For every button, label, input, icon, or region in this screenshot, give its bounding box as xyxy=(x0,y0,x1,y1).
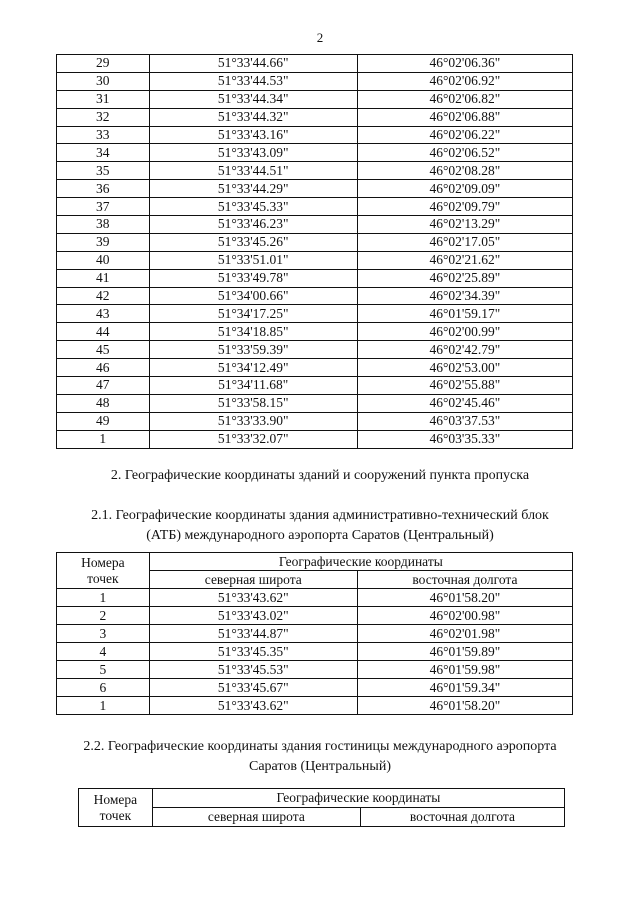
points-header-line2: точек xyxy=(87,570,119,586)
point-number-cell: 1 xyxy=(57,697,150,715)
table-row xyxy=(57,90,573,108)
point-number-cell: 39 xyxy=(57,233,150,251)
longitude-cell: 46°02'09.09" xyxy=(357,180,572,198)
latitude-cell: 51°33'45.33" xyxy=(149,198,357,216)
latitude-cell: 51°33'44.87" xyxy=(149,625,357,643)
longitude-cell: 46°02'45.46" xyxy=(357,394,572,412)
point-number-cell: 4 xyxy=(57,643,150,661)
longitude-cell: 46°01'59.34" xyxy=(357,679,572,697)
latitude-cell: 51°34'18.85" xyxy=(149,323,357,341)
table-row xyxy=(57,144,573,162)
point-number-cell: 31 xyxy=(57,90,150,108)
latitude-cell: 51°33'45.35" xyxy=(149,643,357,661)
point-number-cell: 6 xyxy=(57,679,150,697)
point-number-cell: 1 xyxy=(57,430,150,448)
longitude-cell: 46°02'01.98" xyxy=(357,625,572,643)
point-number-cell: 36 xyxy=(57,180,150,198)
latitude-column-header: северная широта xyxy=(149,571,357,589)
latitude-cell: 51°34'12.49" xyxy=(149,359,357,377)
point-number-cell: 40 xyxy=(57,251,150,269)
longitude-cell: 46°02'06.22" xyxy=(357,126,572,144)
section-2-1-heading-line1: 2.1. Географические координаты здания административно-технический блок xyxy=(91,508,549,523)
point-number-cell: 45 xyxy=(57,341,150,359)
point-number-cell: 43 xyxy=(57,305,150,323)
latitude-cell: 51°33'33.90" xyxy=(149,412,357,430)
table-row xyxy=(57,589,573,607)
longitude-cell: 46°02'21.62" xyxy=(357,251,572,269)
longitude-cell: 46°03'35.33" xyxy=(357,430,572,448)
longitude-cell: 46°01'58.20" xyxy=(357,589,572,607)
longitude-cell: 46°02'08.28" xyxy=(357,162,572,180)
table-row xyxy=(57,394,573,412)
point-number-cell: 48 xyxy=(57,394,150,412)
latitude-cell: 51°33'49.78" xyxy=(149,269,357,287)
table-row xyxy=(57,180,573,198)
point-number-cell: 29 xyxy=(57,55,150,73)
point-number-cell: 46 xyxy=(57,359,150,377)
table-row xyxy=(57,697,573,715)
section-2-1-heading-line2: (АТБ) международного аэропорта Саратов (Центральный) xyxy=(146,528,494,543)
table-row xyxy=(57,55,573,73)
longitude-cell: 46°02'06.82" xyxy=(357,90,572,108)
longitude-cell: 46°03'37.53" xyxy=(357,412,572,430)
point-number-cell: 38 xyxy=(57,216,150,234)
coordinates-table-continued xyxy=(56,54,573,449)
longitude-cell: 46°02'00.98" xyxy=(357,607,572,625)
longitude-cell: 46°02'06.88" xyxy=(357,108,572,126)
point-number-cell: 37 xyxy=(57,198,150,216)
section-2-2-heading-line2: Саратов (Центральный) xyxy=(249,759,391,774)
table-header-row xyxy=(79,789,565,808)
latitude-cell: 51°34'17.25" xyxy=(149,305,357,323)
longitude-cell: 46°02'55.88" xyxy=(357,377,572,395)
table-row xyxy=(57,323,573,341)
latitude-cell: 51°33'44.51" xyxy=(149,162,357,180)
table-row xyxy=(57,233,573,251)
longitude-cell: 46°02'00.99" xyxy=(357,323,572,341)
longitude-cell: 46°02'13.29" xyxy=(357,216,572,234)
table-row xyxy=(57,661,573,679)
section-2-heading: 2. Географические координаты зданий и сооружений пункта пропуска xyxy=(110,468,530,483)
table-row xyxy=(57,216,573,234)
point-number-cell: 33 xyxy=(57,126,150,144)
latitude-cell: 51°33'44.34" xyxy=(149,90,357,108)
table-header-row xyxy=(57,553,573,571)
latitude-column-header: северная широта xyxy=(152,808,360,827)
table-row xyxy=(57,269,573,287)
longitude-cell: 46°02'17.05" xyxy=(357,233,572,251)
longitude-column-header: восточная долгота xyxy=(357,571,572,589)
latitude-cell: 51°33'59.39" xyxy=(149,341,357,359)
table-row xyxy=(57,72,573,90)
point-number-cell: 49 xyxy=(57,412,150,430)
points-column-header xyxy=(57,553,150,589)
table-row xyxy=(57,625,573,643)
table-row xyxy=(57,162,573,180)
longitude-cell: 46°02'09.79" xyxy=(357,198,572,216)
table-subheader-row xyxy=(79,808,565,827)
latitude-cell: 51°33'45.67" xyxy=(149,679,357,697)
longitude-cell: 46°02'06.36" xyxy=(357,55,572,73)
table-row xyxy=(57,359,573,377)
longitude-cell: 46°02'42.79" xyxy=(357,341,572,359)
section-2-2-heading xyxy=(0,737,640,777)
table-row xyxy=(57,341,573,359)
latitude-cell: 51°33'44.29" xyxy=(149,180,357,198)
table-row xyxy=(57,377,573,395)
longitude-cell: 46°01'58.20" xyxy=(357,697,572,715)
longitude-cell: 46°01'59.89" xyxy=(357,643,572,661)
section-2-1-heading xyxy=(0,506,640,546)
point-number-cell: 47 xyxy=(57,377,150,395)
latitude-cell: 51°33'43.02" xyxy=(149,607,357,625)
table-row xyxy=(57,251,573,269)
points-header-line2: точек xyxy=(99,807,132,823)
latitude-cell: 51°33'43.62" xyxy=(149,697,357,715)
coords-column-header: Географические координаты xyxy=(149,553,572,571)
points-header-line1: Номера xyxy=(81,554,125,570)
latitude-cell: 51°33'44.53" xyxy=(149,72,357,90)
table-row xyxy=(57,287,573,305)
point-number-cell: 41 xyxy=(57,269,150,287)
latitude-cell: 51°33'45.26" xyxy=(149,233,357,251)
point-number-cell: 30 xyxy=(57,72,150,90)
latitude-cell: 51°34'11.68" xyxy=(149,377,357,395)
table-row xyxy=(57,108,573,126)
page-number: 2 xyxy=(316,30,324,45)
latitude-cell: 51°33'45.53" xyxy=(149,661,357,679)
latitude-cell: 51°33'51.01" xyxy=(149,251,357,269)
longitude-cell: 46°02'34.39" xyxy=(357,287,572,305)
point-number-cell: 35 xyxy=(57,162,150,180)
table-row xyxy=(57,412,573,430)
point-number-cell: 34 xyxy=(57,144,150,162)
table-row xyxy=(57,679,573,697)
longitude-cell: 46°02'06.92" xyxy=(357,72,572,90)
longitude-cell: 46°02'25.89" xyxy=(357,269,572,287)
longitude-cell: 46°01'59.98" xyxy=(357,661,572,679)
point-number-cell: 2 xyxy=(57,607,150,625)
latitude-cell: 51°33'46.23" xyxy=(149,216,357,234)
latitude-cell: 51°34'00.66" xyxy=(149,287,357,305)
longitude-column-header: восточная долгота xyxy=(360,808,564,827)
table-row xyxy=(57,126,573,144)
latitude-cell: 51°33'58.15" xyxy=(149,394,357,412)
point-number-cell: 1 xyxy=(57,589,150,607)
atb-coordinates-table xyxy=(56,552,573,715)
point-number-cell: 32 xyxy=(57,108,150,126)
coords-column-header: Географические координаты xyxy=(152,789,564,808)
latitude-cell: 51°33'44.66" xyxy=(149,55,357,73)
point-number-cell: 42 xyxy=(57,287,150,305)
table-row xyxy=(57,430,573,448)
point-number-cell: 3 xyxy=(57,625,150,643)
points-header-line1: Номера xyxy=(93,791,138,807)
table-row xyxy=(57,305,573,323)
section-2-2-heading-line1: 2.2. Географические координаты здания гостиницы международного аэропорта xyxy=(83,739,557,754)
hotel-coordinates-table xyxy=(78,788,565,827)
longitude-cell: 46°02'53.00" xyxy=(357,359,572,377)
latitude-cell: 51°33'43.09" xyxy=(149,144,357,162)
table-row xyxy=(57,607,573,625)
latitude-cell: 51°33'44.32" xyxy=(149,108,357,126)
longitude-cell: 46°01'59.17" xyxy=(357,305,572,323)
latitude-cell: 51°33'43.16" xyxy=(149,126,357,144)
latitude-cell: 51°33'43.62" xyxy=(149,589,357,607)
table-row xyxy=(57,643,573,661)
table-row xyxy=(57,198,573,216)
point-number-cell: 44 xyxy=(57,323,150,341)
latitude-cell: 51°33'32.07" xyxy=(149,430,357,448)
longitude-cell: 46°02'06.52" xyxy=(357,144,572,162)
point-number-cell: 5 xyxy=(57,661,150,679)
points-column-header xyxy=(79,789,153,827)
